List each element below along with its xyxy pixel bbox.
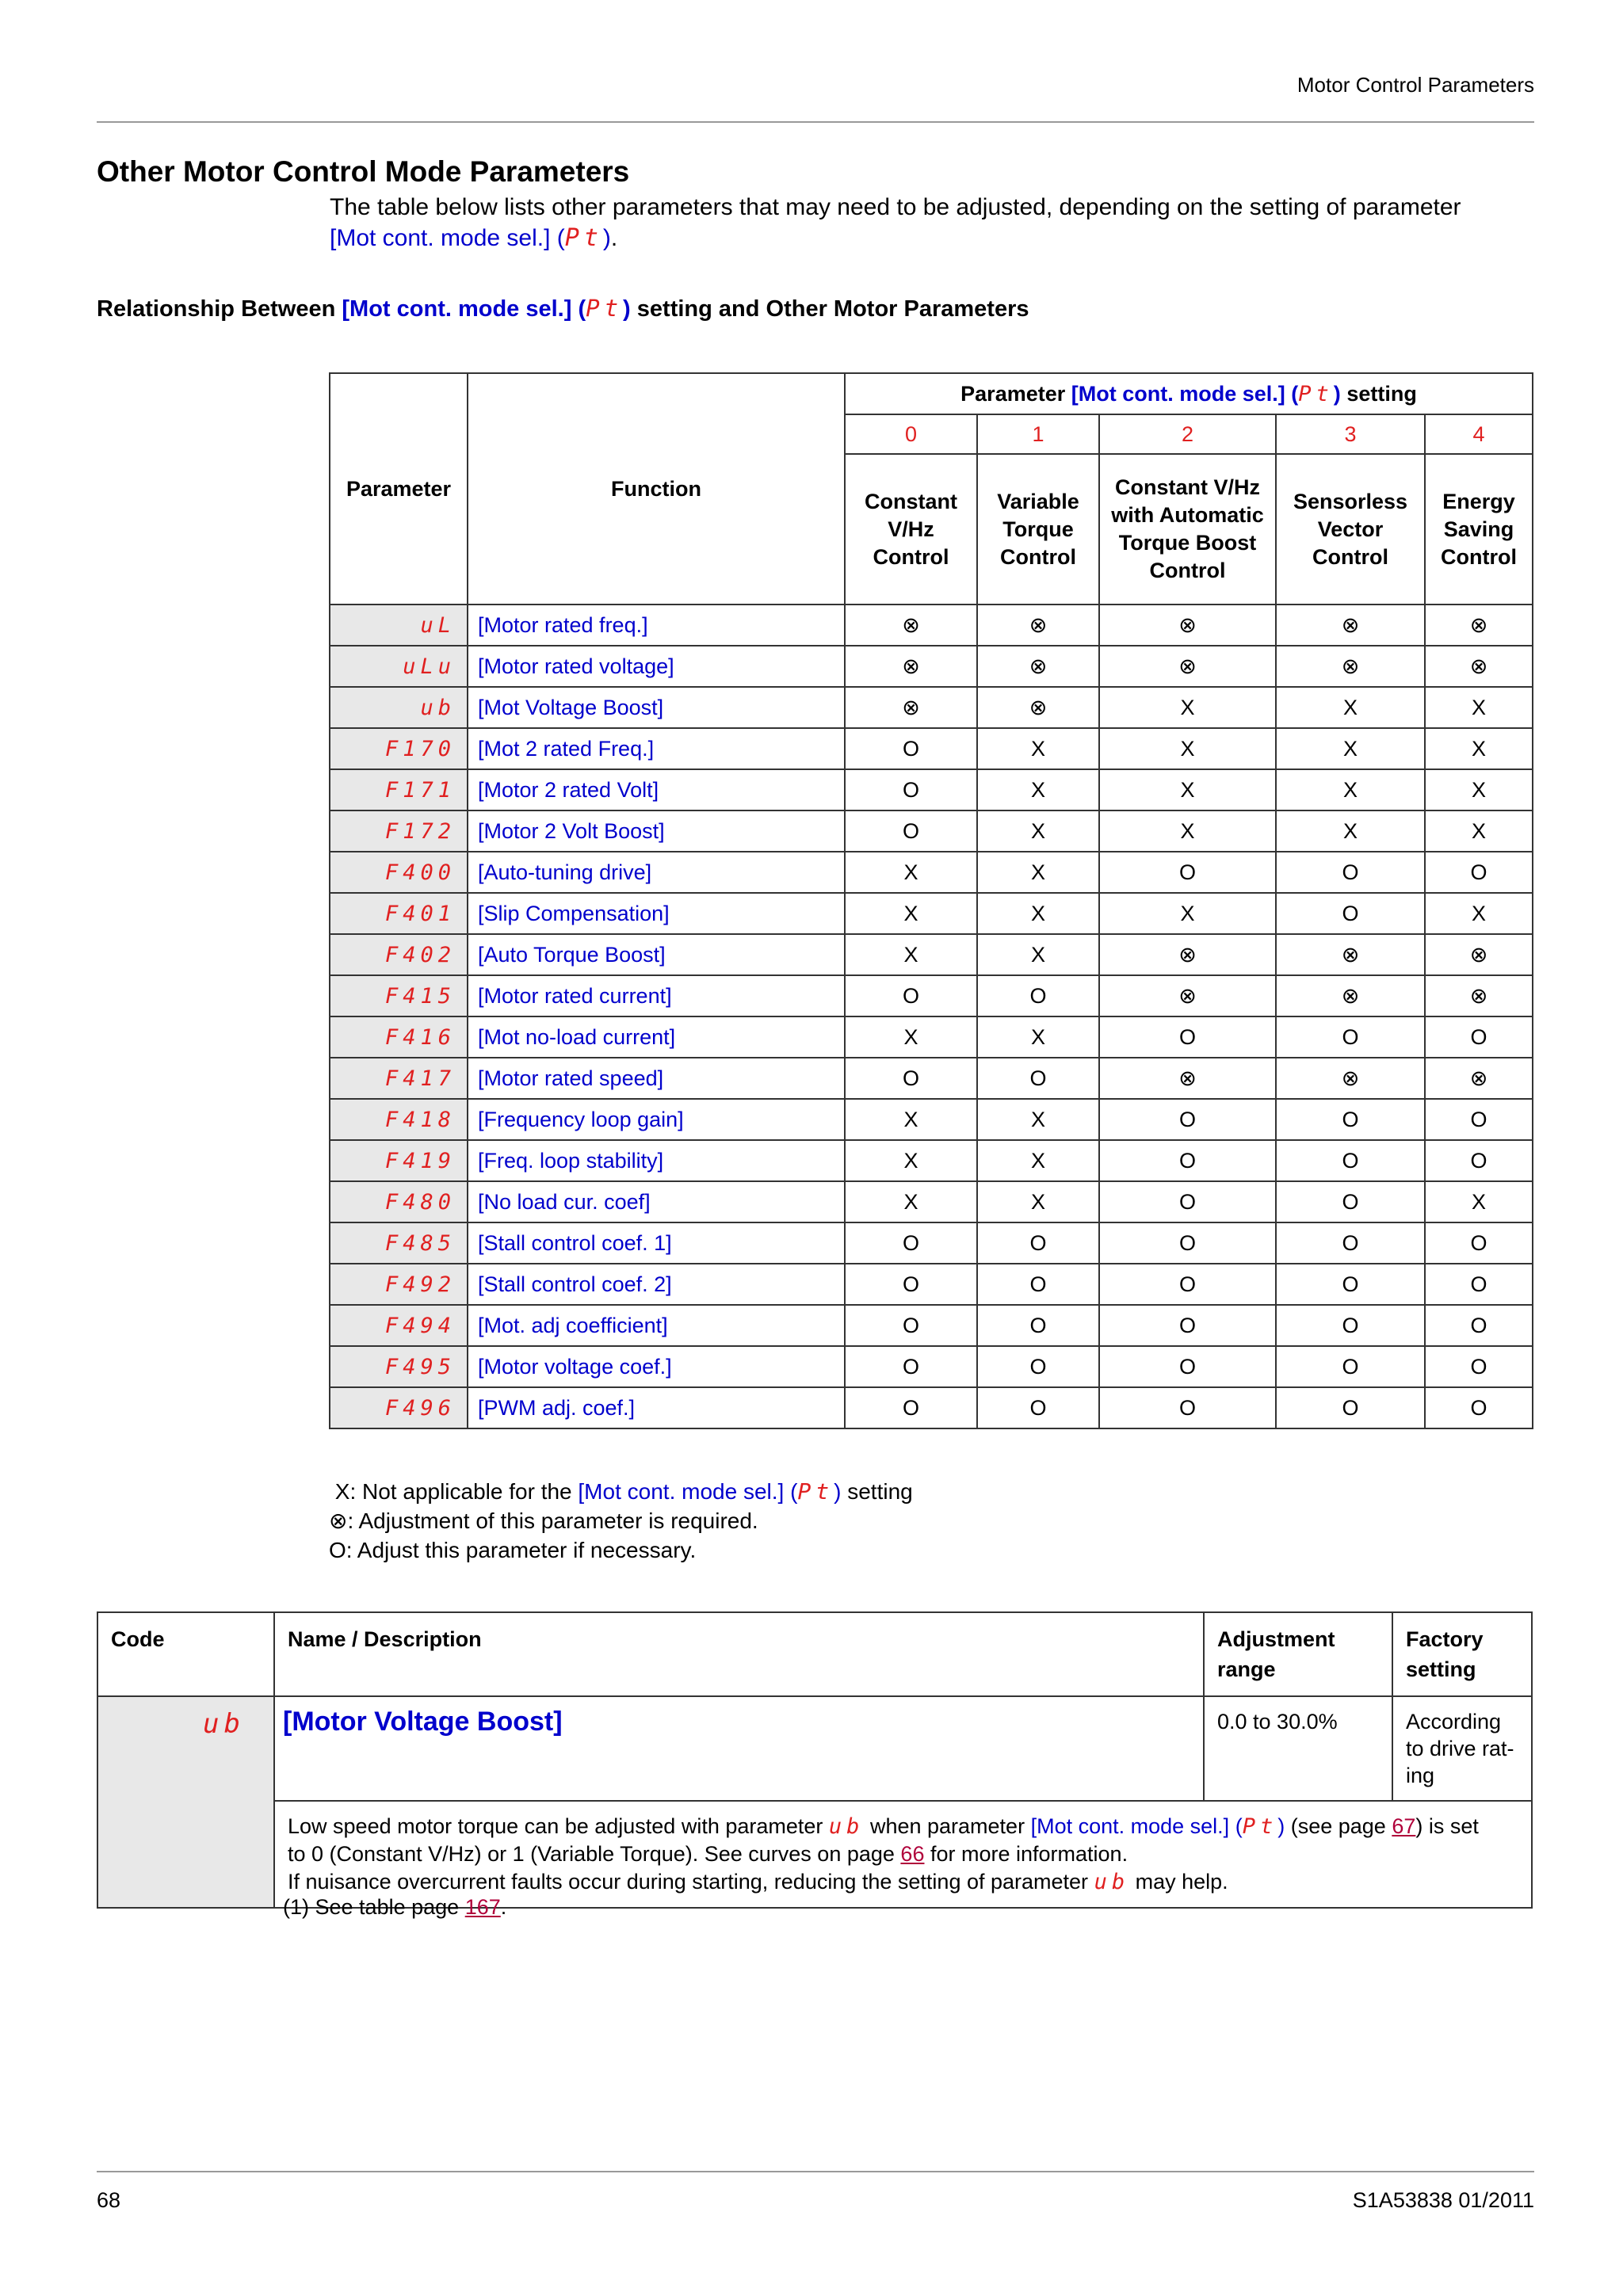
setting-value: X xyxy=(977,893,1099,934)
setting-value: O xyxy=(1276,1264,1425,1305)
setting-value: X xyxy=(845,852,977,893)
setting-value: X xyxy=(845,1016,977,1058)
parameter-code: F415 xyxy=(330,975,468,1016)
setting-value: ⊗ xyxy=(845,646,977,687)
setting-value: ⊗ xyxy=(977,605,1099,646)
parameter-code: F419 xyxy=(330,1140,468,1181)
table-row xyxy=(330,1016,1533,1058)
table-row xyxy=(330,646,1533,687)
setting-value: O xyxy=(1425,1140,1533,1181)
setting-value: O xyxy=(1276,1140,1425,1181)
setting-value: O xyxy=(1099,1264,1276,1305)
detail-col-code: Code xyxy=(97,1612,274,1696)
col-header-setting: Parameter [Mot cont. mode sel.] (Pt) setting xyxy=(845,373,1533,414)
setting-value: O xyxy=(1276,852,1425,893)
setting-value: ⊗ xyxy=(1276,1058,1425,1099)
setting-value: ⊗ xyxy=(1276,975,1425,1016)
parameter-code: F402 xyxy=(330,934,468,975)
table-row xyxy=(330,1099,1533,1140)
parameter-code: F496 xyxy=(330,1387,468,1428)
setting-value: ⊗ xyxy=(1099,934,1276,975)
parameter-code: F401 xyxy=(330,893,468,934)
setting-value: X xyxy=(1276,810,1425,852)
setting-value: O xyxy=(845,1387,977,1428)
setting-value: ⊗ xyxy=(977,646,1099,687)
setting-value: O xyxy=(1425,1099,1533,1140)
legend-param-label[interactable]: [Mot cont. mode sel.] xyxy=(578,1479,785,1504)
parameter-function[interactable]: [Motor rated voltage] xyxy=(468,646,845,687)
setting-value: O xyxy=(1425,1387,1533,1428)
setting-value: ⊗ xyxy=(1099,605,1276,646)
setting-value: X xyxy=(1099,728,1276,769)
setting-value: ⊗ xyxy=(1099,1058,1276,1099)
section-subtitle: Relationship Between [Mot cont. mode sel.] (Pt) setting and Other Motor Parameters xyxy=(97,295,1029,322)
setting-name: Energy Saving Control xyxy=(1425,454,1533,605)
setting-value: O xyxy=(1425,1264,1533,1305)
setting-num: 0 xyxy=(845,414,977,454)
page-link-167[interactable]: 167 xyxy=(464,1895,501,1919)
setting-value: O xyxy=(977,1222,1099,1264)
parameter-function[interactable]: [Freq. loop stability] xyxy=(468,1140,845,1181)
setting-value: X xyxy=(977,1016,1099,1058)
parameter-code: F417 xyxy=(330,1058,468,1099)
setting-value: O xyxy=(1425,1222,1533,1264)
parameter-function[interactable]: [Motor 2 Volt Boost] xyxy=(468,810,845,852)
table-row xyxy=(330,852,1533,893)
setting-value: O xyxy=(1099,1222,1276,1264)
setting-value: X xyxy=(977,852,1099,893)
setting-value: O xyxy=(977,1346,1099,1387)
parameter-function[interactable]: [Motor 2 rated Volt] xyxy=(468,769,845,810)
parameter-function[interactable]: [Mot Voltage Boost] xyxy=(468,687,845,728)
col-header-parameter: Parameter xyxy=(330,373,468,605)
detail-col-name: Name / Description xyxy=(274,1612,1204,1696)
setting-value: X xyxy=(1099,810,1276,852)
setting-value: O xyxy=(1099,1016,1276,1058)
setting-value: ⊗ xyxy=(1425,646,1533,687)
table-row xyxy=(330,1346,1533,1387)
parameter-function[interactable]: [Slip Compensation] xyxy=(468,893,845,934)
table-row xyxy=(330,934,1533,975)
intro-text: The table below lists other parameters that may need to be adjusted, depending on the setting of parameter xyxy=(330,194,1461,220)
setting-value: ⊗ xyxy=(1099,975,1276,1016)
setting-value: O xyxy=(1425,1305,1533,1346)
parameter-code: ub xyxy=(330,687,468,728)
detail-code: ub xyxy=(203,1708,245,1740)
parameter-function[interactable]: [Motor rated speed] xyxy=(468,1058,845,1099)
parameter-function[interactable]: [Mot no-load current] xyxy=(468,1016,845,1058)
setting-name: Constant V/Hz Control xyxy=(845,454,977,605)
legend-required: ⊗: Adjustment of this parameter is required. xyxy=(329,1508,758,1533)
desc-param-label[interactable]: [Mot cont. mode sel.] xyxy=(1030,1814,1230,1838)
parameter-matrix-table xyxy=(329,372,1533,1429)
parameter-code: F172 xyxy=(330,810,468,852)
parameter-code: F494 xyxy=(330,1305,468,1346)
setting-value: X xyxy=(1425,893,1533,934)
parameter-detail-table xyxy=(97,1611,1533,1909)
col-header-function: Function xyxy=(468,373,845,605)
setting-value: ⊗ xyxy=(1099,646,1276,687)
parameter-code: F170 xyxy=(330,728,468,769)
table-row xyxy=(330,810,1533,852)
parameter-code: F400 xyxy=(330,852,468,893)
parameter-function[interactable]: [No load cur. coef] xyxy=(468,1181,845,1222)
setting-value: O xyxy=(845,1058,977,1099)
intro-param-label[interactable]: [Mot cont. mode sel.] xyxy=(330,225,551,251)
parameter-code: F416 xyxy=(330,1016,468,1058)
parameter-code: F480 xyxy=(330,1181,468,1222)
detail-col-range: Adjustment range xyxy=(1204,1612,1392,1696)
footer-divider xyxy=(97,2171,1534,2172)
table-row xyxy=(330,687,1533,728)
setting-value: O xyxy=(845,769,977,810)
header-divider xyxy=(97,121,1534,123)
setting-value: X xyxy=(1276,728,1425,769)
table-row xyxy=(330,728,1533,769)
table-row xyxy=(330,1387,1533,1428)
page-link-66[interactable]: 66 xyxy=(900,1842,925,1866)
setting-value: X xyxy=(1425,728,1533,769)
setting-value: ⊗ xyxy=(1276,605,1425,646)
setting-name: Sensorless Vector Control xyxy=(1276,454,1425,605)
document-id: S1A53838 01/2011 xyxy=(1352,2188,1534,2212)
setting-num: 1 xyxy=(977,414,1099,454)
setting-value: X xyxy=(1099,893,1276,934)
table-row xyxy=(330,769,1533,810)
parameter-code: F418 xyxy=(330,1099,468,1140)
setting-value: X xyxy=(1276,769,1425,810)
setting-value: O xyxy=(1276,1016,1425,1058)
detail-factory: According to drive rat- ing xyxy=(1392,1696,1532,1801)
legend-x: X: Not applicable for the [Mot cont. mode sel.] (Pt) setting xyxy=(334,1478,913,1505)
setting-value: ⊗ xyxy=(845,605,977,646)
parameter-function[interactable]: [Motor rated current] xyxy=(468,975,845,1016)
parameter-code: uLu xyxy=(330,646,468,687)
footnote: (1) See table page 167. xyxy=(283,1895,507,1919)
setting-num: 4 xyxy=(1425,414,1533,454)
page-number: 68 xyxy=(97,2188,121,2212)
setting-value: O xyxy=(1276,1387,1425,1428)
setting-value: O xyxy=(977,1264,1099,1305)
subtitle-param-label[interactable]: [Mot cont. mode sel.] xyxy=(342,296,572,322)
parameter-function[interactable]: [Mot 2 rated Freq.] xyxy=(468,728,845,769)
intro-param-code: Pt xyxy=(564,224,603,252)
setting-value: O xyxy=(1276,1181,1425,1222)
setting-value: O xyxy=(977,975,1099,1016)
setting-value: O xyxy=(1425,1016,1533,1058)
setting-value: O xyxy=(977,1387,1099,1428)
setting-value: ⊗ xyxy=(1276,934,1425,975)
setting-value: ⊗ xyxy=(1425,1058,1533,1099)
table-row xyxy=(330,1264,1533,1305)
parameter-function[interactable]: [Motor rated freq.] xyxy=(468,605,845,646)
setting-value: O xyxy=(1276,1346,1425,1387)
parameter-function[interactable]: [PWM adj. coef.] xyxy=(468,1387,845,1428)
setting-value: O xyxy=(977,1058,1099,1099)
matrix-body xyxy=(330,605,1533,1428)
detail-col-factory: Factory setting xyxy=(1392,1612,1532,1696)
setting-value: X xyxy=(1425,687,1533,728)
detail-name: [Motor Voltage Boost] xyxy=(274,1696,1204,1801)
setting-value: O xyxy=(1276,893,1425,934)
table-row xyxy=(330,1058,1533,1099)
table-row xyxy=(330,975,1533,1016)
setting-value: O xyxy=(1276,1305,1425,1346)
parameter-function[interactable]: [Frequency loop gain] xyxy=(468,1099,845,1140)
setting-value: ⊗ xyxy=(845,687,977,728)
setting-value: O xyxy=(1099,1346,1276,1387)
detail-range: 0.0 to 30.0% xyxy=(1204,1696,1392,1801)
setting-value: X xyxy=(1099,687,1276,728)
setting-value: O xyxy=(1099,852,1276,893)
table-row xyxy=(330,893,1533,934)
parameter-code: F485 xyxy=(330,1222,468,1264)
setting-value: O xyxy=(1099,1140,1276,1181)
setting-value: O xyxy=(845,1346,977,1387)
setting-value: ⊗ xyxy=(1425,975,1533,1016)
table-row xyxy=(330,1305,1533,1346)
subtitle-prefix: Relationship Between xyxy=(97,296,336,322)
parameter-function[interactable]: [Motor voltage coef.] xyxy=(468,1346,845,1387)
table-row xyxy=(330,605,1533,646)
setting-value: O xyxy=(1099,1305,1276,1346)
setting-value: O xyxy=(1276,1222,1425,1264)
detail-description: Low speed motor torque can be adjusted with parameter ub when parameter [Mot cont. mode sel.] (Pt) (see page 67) is set to 0 (Constant V/Hz) or 1 (Variable Torque). See curves on page 66 for more information. If nuisance overcurrent faults occur during starting, reducing the setting of parameter ub may help. xyxy=(274,1801,1532,1908)
setting-value: ⊗ xyxy=(977,687,1099,728)
parameter-code: uL xyxy=(330,605,468,646)
setting-value: X xyxy=(845,1099,977,1140)
table-row xyxy=(330,1181,1533,1222)
setting-value: X xyxy=(977,728,1099,769)
setting-value: O xyxy=(1099,1387,1276,1428)
parameter-code: F495 xyxy=(330,1346,468,1387)
setting-value: O xyxy=(1276,1099,1425,1140)
setting-value: X xyxy=(977,1140,1099,1181)
setting-value: O xyxy=(977,1305,1099,1346)
setting-value: O xyxy=(845,975,977,1016)
parameter-code: F171 xyxy=(330,769,468,810)
setting-value: X xyxy=(1276,687,1425,728)
setting-value: X xyxy=(977,810,1099,852)
subtitle-suffix: setting and Other Motor Parameters xyxy=(636,296,1029,322)
subtitle-param-code: Pt xyxy=(586,295,624,322)
setting-value: ⊗ xyxy=(1276,646,1425,687)
intro-paragraph: The table below lists other parameters that may need to be adjusted, depending on the setting of parameter [Mot cont. mode sel.] (Pt). xyxy=(330,194,1461,252)
setting-value: X xyxy=(977,1099,1099,1140)
setting-value: X xyxy=(845,893,977,934)
setting-value: X xyxy=(977,769,1099,810)
setting-value: X xyxy=(1425,1181,1533,1222)
setting-num: 3 xyxy=(1276,414,1425,454)
setting-value: X xyxy=(1099,769,1276,810)
parameter-function[interactable]: [Stall control coef. 2] xyxy=(468,1264,845,1305)
parameter-function[interactable]: [Auto-tuning drive] xyxy=(468,852,845,893)
setting-value: X xyxy=(1425,810,1533,852)
page-link-67[interactable]: 67 xyxy=(1392,1814,1416,1838)
setting-num: 2 xyxy=(1099,414,1276,454)
setting-value: O xyxy=(845,728,977,769)
setting-name: Variable Torque Control xyxy=(977,454,1099,605)
setting-value: ⊗ xyxy=(1425,605,1533,646)
detail-code-cell xyxy=(97,1696,274,1908)
setting-value: X xyxy=(1425,769,1533,810)
parameter-function[interactable]: [Auto Torque Boost] xyxy=(468,934,845,975)
setting-value: O xyxy=(1425,1346,1533,1387)
setting-header-label[interactable]: [Mot cont. mode sel.] xyxy=(1071,381,1285,406)
setting-value: ⊗ xyxy=(1425,934,1533,975)
setting-value: X xyxy=(845,1181,977,1222)
parameter-code: F492 xyxy=(330,1264,468,1305)
table-row xyxy=(330,1140,1533,1181)
table-row xyxy=(330,1222,1533,1264)
setting-value: X xyxy=(845,1140,977,1181)
setting-value: X xyxy=(977,1181,1099,1222)
running-header: Motor Control Parameters xyxy=(1296,73,1534,97)
parameter-function[interactable]: [Stall control coef. 1] xyxy=(468,1222,845,1264)
setting-value: O xyxy=(845,1264,977,1305)
setting-value: O xyxy=(1099,1099,1276,1140)
setting-value: O xyxy=(1099,1181,1276,1222)
setting-value: O xyxy=(845,1305,977,1346)
setting-value: O xyxy=(845,810,977,852)
setting-value: X xyxy=(845,934,977,975)
setting-value: X xyxy=(977,934,1099,975)
legend-optional: O: Adjust this parameter if necessary. xyxy=(329,1538,697,1562)
page-title: Other Motor Control Mode Parameters xyxy=(97,155,630,188)
setting-value: O xyxy=(1425,852,1533,893)
setting-value: O xyxy=(845,1222,977,1264)
setting-name: Constant V/Hz with Automatic Torque Boost Control xyxy=(1099,454,1276,605)
legend xyxy=(329,1477,913,1565)
parameter-function[interactable]: [Mot. adj coefficient] xyxy=(468,1305,845,1346)
